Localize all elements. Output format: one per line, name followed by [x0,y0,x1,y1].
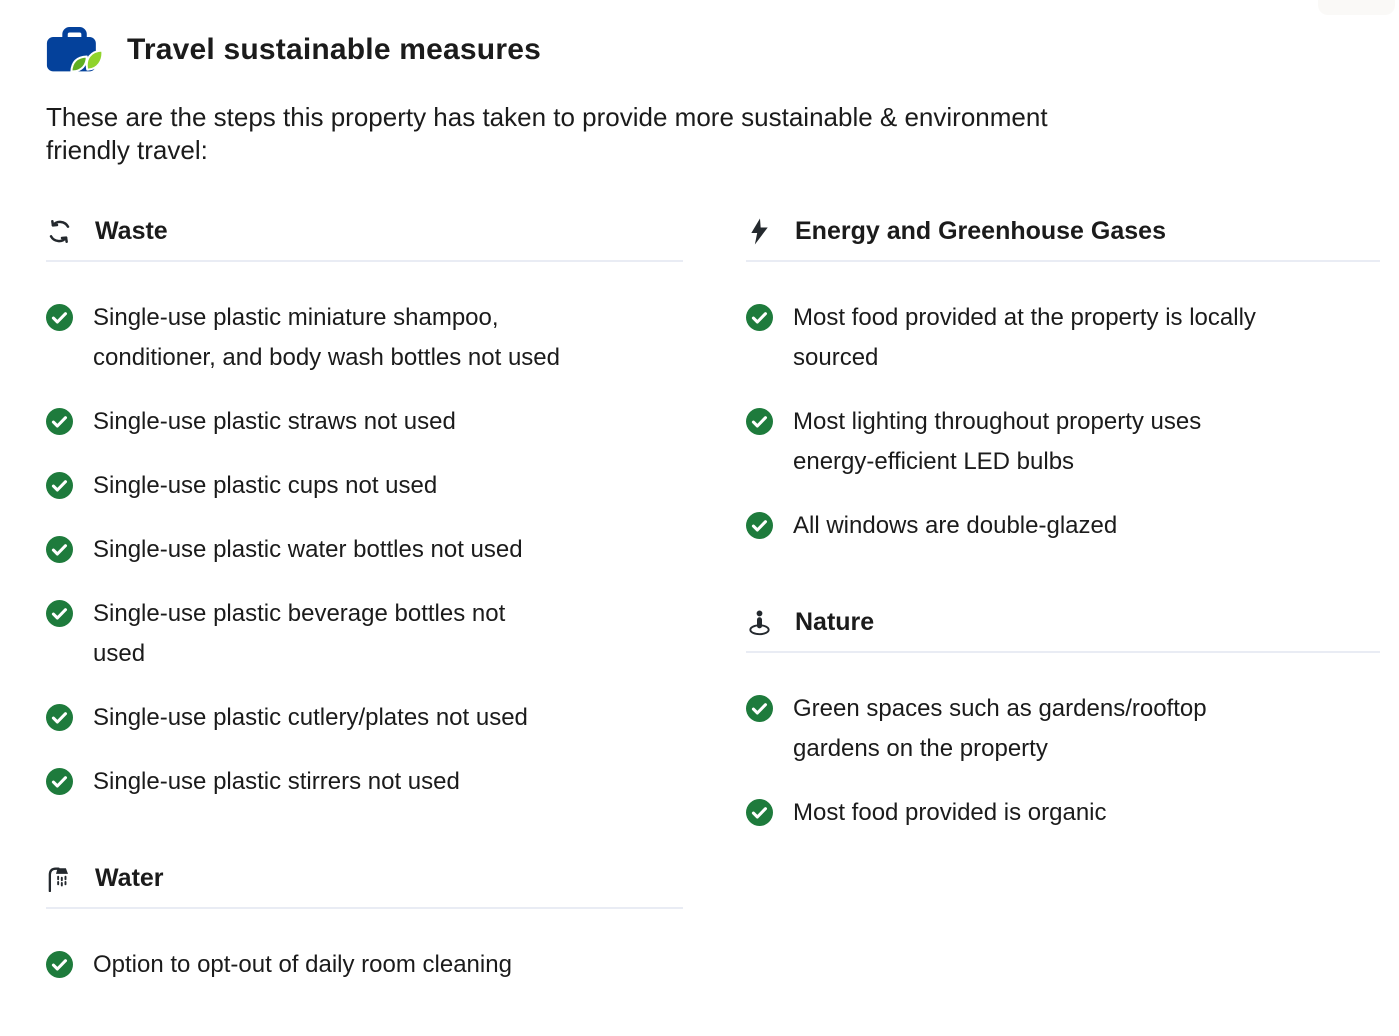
item-text: Most food provided at the property is locally sourced [793,304,1256,371]
person-marker-icon [746,609,773,636]
check-icon [746,408,773,435]
item-text: Most food provided is organic [793,799,1107,826]
panel-subtitle: These are the steps this property has taken to provide more sustainable & environment friendly travel: [46,102,1048,165]
list-item [46,530,683,570]
section-title: Water [95,864,164,892]
check-icon [46,304,73,331]
item-text: Single-use plastic miniature shampoo, conditioner, and body wash bottles not used [93,304,560,371]
section-items [746,689,1380,833]
section-items [46,298,683,802]
page-title: Travel sustainable measures [127,33,541,66]
item-text: Single-use plastic stirrers not used [93,768,460,795]
check-icon [46,600,73,627]
list-item [46,945,683,985]
check-icon [46,536,73,563]
item-text: Single-use plastic cups not used [93,472,438,499]
check-icon [746,695,773,722]
section-title: Nature [795,608,875,636]
page-corner-artifact [1318,0,1395,15]
sections-grid [46,217,1380,985]
item-text: Most lighting throughout property uses energy-efficient LED bulbs [793,408,1202,475]
lightning-icon [746,218,773,245]
section-items [46,945,683,985]
item-text: Option to opt-out of daily room cleaning [93,951,512,978]
left-column [46,217,683,985]
section-header [46,864,683,893]
list-item [46,298,683,378]
list-item [46,466,683,506]
check-icon [46,951,73,978]
check-icon [746,304,773,331]
item-text: Green spaces such as gardens/rooftop gardens on the property [793,695,1207,762]
section-items [746,298,1380,546]
section-divider [746,260,1380,262]
panel-header [46,27,1380,73]
section-waste [46,217,683,802]
section-title: Energy and Greenhouse Gases [795,217,1166,245]
list-item [746,402,1380,482]
check-icon [46,472,73,499]
right-column [746,217,1380,833]
list-item [46,594,683,674]
item-text: All windows are double-glazed [793,512,1118,539]
check-icon [746,512,773,539]
check-icon [46,768,73,795]
section-title: Waste [95,217,168,245]
list-item [746,689,1380,769]
section-energy [746,217,1380,546]
check-icon [746,799,773,826]
section-nature [746,608,1380,833]
list-item [746,506,1380,546]
sustainable-travel-suitcase-icon [46,27,104,73]
section-divider [746,651,1380,653]
recycle-icon [46,218,73,245]
list-item [46,698,683,738]
item-text: Single-use plastic water bottles not used [93,536,523,563]
section-header [746,217,1380,246]
section-header [746,608,1380,637]
list-item [46,402,683,442]
section-water [46,864,683,985]
item-text: Single-use plastic straws not used [93,408,456,435]
section-divider [46,907,683,909]
list-item [46,762,683,802]
check-icon [46,408,73,435]
check-icon [46,704,73,731]
section-header [46,217,683,246]
list-item [746,793,1380,833]
item-text: Single-use plastic beverage bottles not used [93,600,506,667]
item-text: Single-use plastic cutlery/plates not used [93,704,528,731]
list-item [746,298,1380,378]
shower-icon [46,865,73,892]
section-divider [46,260,683,262]
